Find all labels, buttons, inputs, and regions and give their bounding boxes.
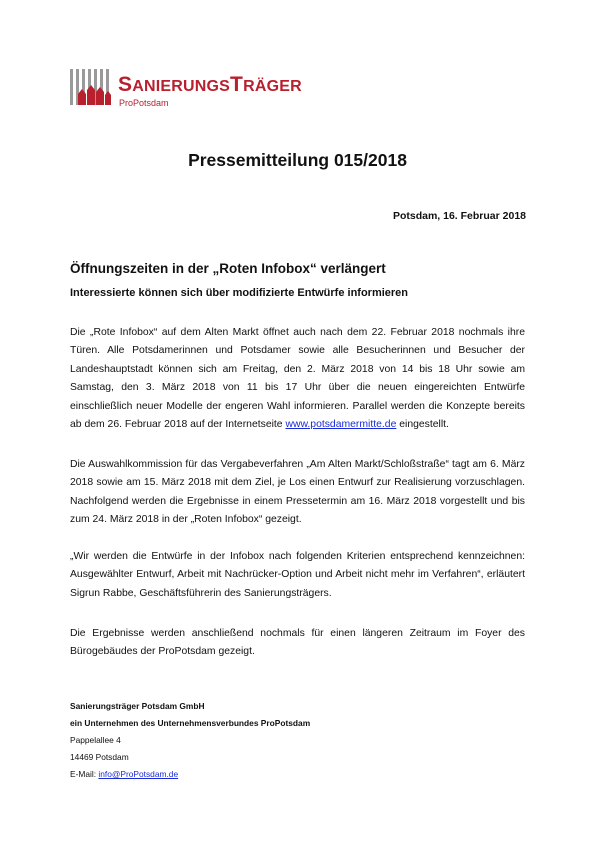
logo-subtitle: ProPotsdam	[119, 98, 169, 108]
footer-street: Pappelallee 4	[70, 735, 121, 745]
email-link[interactable]: info@ProPotsdam.de	[98, 769, 179, 779]
footer-company: Sanierungsträger Potsdam GmbH	[70, 701, 205, 711]
paragraph-results: Die Ergebnisse werden anschließend nochmals für einen längeren Zeitraum im Foyer des Bürogebäudes der ProPotsdam gezeigt.	[70, 628, 525, 658]
footer-email-row: E-Mail: info@ProPotsdam.de	[70, 769, 179, 779]
paragraph-quote: „Wir werden die Entwürfe in der Infobox nach folgenden Kriterien entsprechend kennzeichnen: Ausgewählter Entwurf, Arbeit mit Nachrücker-Option und Arbeit nicht mehr im Verfahren“, erläutert Sigrun Rabbe, Geschäftsführerin des Sanierungsträgers.	[70, 551, 525, 599]
footer-contact	[70, 698, 310, 783]
subheadline: Interessierte können sich über modifizierte Entwürfe informieren	[70, 287, 409, 299]
page-title: Pressemitteilung 015/2018	[188, 150, 407, 170]
logo	[70, 68, 340, 108]
logo-mark-icon	[70, 68, 114, 106]
headline: Öffnungszeiten in der „Roten Infobox“ verlängert	[70, 261, 386, 276]
logo-wordmark: SANIERUNGSTRÄGER	[118, 73, 302, 96]
paragraph-opening-hours: Die „Rote Infobox“ auf dem Alten Markt öffnet auch nach dem 22. Februar 2018 nochmals ihre Türen. Alle Potsdamerinnen und Potsdamer sowie alle Besucherinnen und Besucher der Landeshauptstadt können sich am Freitag, den 2. März 2018 von 14 bis 18 Uhr sowie am Samstag, den 3. März 2018 von 11 bis 17 Uhr über die neuen eingereichten Entwürfe einschließlich neuer Modelle der engeren Wahl informieren. Parallel werden die Konzepte bereits ab dem 26. Februar 2018 auf der Internetseite www.potsdamermitte.de eingestellt.	[70, 327, 525, 431]
press-date: Potsdam, 16. Februar 2018	[392, 210, 526, 222]
footer-city: 14469 Potsdam	[70, 752, 129, 762]
footer-group: ein Unternehmen des Unternehmensverbundes ProPotsdam	[70, 718, 311, 728]
website-link[interactable]: www.potsdamermitte.de	[285, 419, 397, 431]
paragraph-selection-committee: Die Auswahlkommission für das Vergabeverfahren „Am Alten Markt/Schloßstraße“ tagt am 6. März 2018 sowie am 15. März 2018 mit dem Ziel, je Los einen Entwurf zur Realisierung vorzuschlagen. Nachfolgend werden die Ergebnisse in einem Pressetermin am 16. März 2018 vorgestellt und bis zum 24. März 2018 in der „Roten Infobox“ gezeigt.	[70, 459, 525, 526]
